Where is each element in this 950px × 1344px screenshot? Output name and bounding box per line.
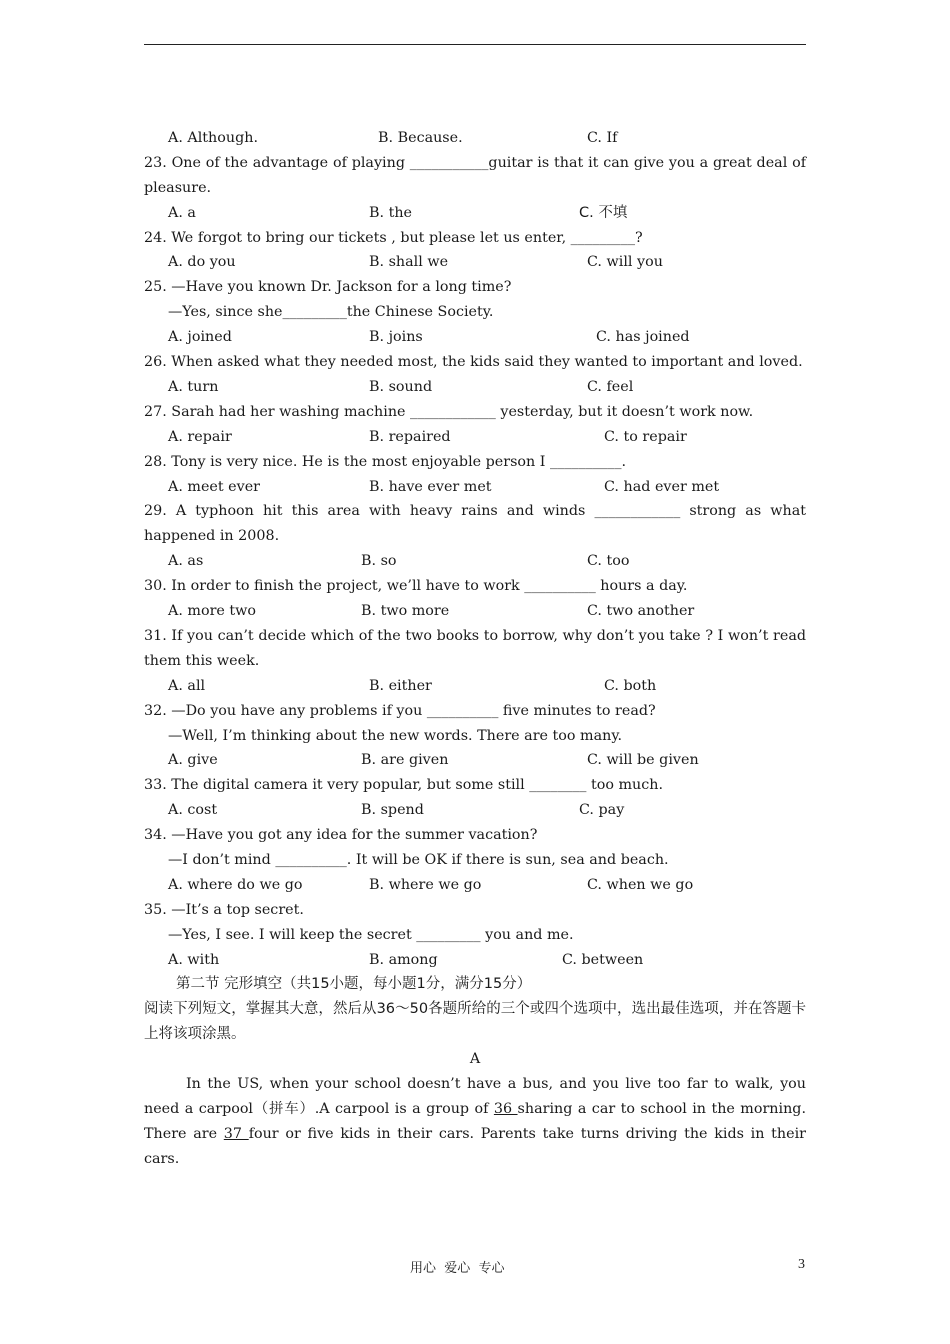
- q35-reply: —Yes, I see. I will keep the secret _________ you and me.: [168, 926, 574, 943]
- q29-options: [144, 549, 806, 574]
- q32-options: [144, 748, 806, 773]
- q35-option-a: A. with: [168, 951, 220, 968]
- passage-a-paragraph: [144, 1072, 806, 1172]
- q29-option-c: C. too: [587, 553, 630, 570]
- q35-option-b: B. among: [369, 951, 438, 968]
- q23-options: [144, 201, 806, 226]
- q35-options: [144, 948, 806, 973]
- q27-option-a: A. repair: [168, 428, 232, 445]
- passage-label: A: [469, 1051, 481, 1068]
- q31-option-a: A. all: [168, 677, 206, 694]
- q31-stem: 31. If you can’t decide which of the two books to borrow, why don’t you take ? I won’t read them this week.: [144, 627, 806, 669]
- q22-option-a: A. Although.: [168, 130, 258, 146]
- q32-option-a: A. give: [168, 752, 218, 769]
- q30-stem: 30. In order to finish the project, we’ll have to work __________ hours a day.: [144, 578, 688, 595]
- blank-37: 37: [223, 1125, 249, 1142]
- q25-option-b: B. joins: [369, 329, 423, 346]
- q28-option-b: B. have ever met: [369, 478, 492, 495]
- q32-option-c: C. will be given: [587, 752, 699, 769]
- q32-reply: —Well, I’m thinking about the new words. There are too many.: [168, 727, 623, 744]
- page-number: 3: [798, 1257, 805, 1272]
- q25-options: [144, 325, 806, 350]
- q32-stem: 32. —Do you have any problems if you __________ five minutes to read?: [144, 702, 656, 719]
- q24-option-a: A. do you: [168, 254, 236, 271]
- q30-option-a: A. more two: [168, 603, 257, 620]
- q31-options: [144, 674, 806, 699]
- q27-option-b: B. repaired: [369, 428, 451, 445]
- q24-options: [144, 250, 806, 275]
- q25-reply: —Yes, since she_________the Chinese Society.: [168, 304, 494, 321]
- q34-option-b: B. where we go: [369, 876, 482, 893]
- q26-option-a: A. turn: [168, 378, 219, 395]
- q33-option-b: B. spend: [361, 802, 424, 819]
- q24-option-c: C. will you: [587, 254, 663, 271]
- q32-option-b: B. are given: [361, 752, 449, 769]
- q25-stem: 25. —Have you known Dr. Jackson for a long time?: [144, 279, 512, 296]
- q34-stem: 34. —Have you got any idea for the summer vacation?: [144, 827, 538, 844]
- q33-options: [144, 798, 806, 823]
- q27-options: [144, 425, 806, 450]
- q34-reply: —I don’t mind __________. It will be OK if there is sun, sea and beach.: [168, 851, 669, 868]
- q30-options: [144, 599, 806, 624]
- q25-option-a: A. joined: [168, 329, 232, 346]
- q27-stem: 27. Sarah had her washing machine ____________ yesterday, but it doesn’t work now.: [144, 403, 754, 420]
- q28-option-c: C. had ever met: [604, 478, 720, 495]
- q34-options: [144, 873, 806, 898]
- q27-option-c: C. to repair: [604, 428, 687, 445]
- q33-option-c: C. pay: [579, 802, 625, 819]
- q35-stem: 35. —It’s a top secret.: [144, 901, 304, 918]
- q28-options: [144, 475, 806, 500]
- q23-stem: 23. One of the advantage of playing ___________guitar is that it can give you a great deal of pleasure.: [144, 154, 806, 196]
- q28-stem: 28. Tony is very nice. He is the most enjoyable person I __________.: [144, 453, 627, 470]
- section2-heading: 第二节 完形填空（共15小题，每小题1分，满分15分）: [176, 976, 532, 993]
- q29-option-a: A. as: [168, 553, 204, 570]
- passage-text-3: four or five kids in their cars. Parents take turns driving the kids in their cars.: [144, 1125, 806, 1167]
- footer-motto: 用心 爱心 专心: [410, 1261, 505, 1276]
- q22-option-b: B. Because.: [378, 130, 463, 146]
- q22-options: [144, 126, 806, 151]
- q24-option-b: B. shall we: [369, 254, 449, 271]
- exam-page: [144, 126, 806, 1172]
- passage-text-2: sharing a car to school in the morning. There are: [144, 1100, 806, 1142]
- q29-option-b: B. so: [361, 553, 397, 570]
- q26-option-c: C. feel: [587, 378, 634, 395]
- q26-option-b: B. sound: [369, 378, 433, 395]
- q24-stem: 24. We forgot to bring our tickets , but please let us enter, _________?: [144, 229, 643, 246]
- q34-option-a: A. where do we go: [168, 876, 303, 893]
- q23-option-c: C. 不填: [579, 204, 628, 221]
- q30-option-c: C. two another: [587, 603, 695, 620]
- q26-options: [144, 375, 806, 400]
- q25-option-c: C. has joined: [596, 329, 690, 346]
- q34-option-c: C. when we go: [587, 876, 694, 893]
- header-rule: [144, 44, 806, 45]
- q26-stem: 26. When asked what they needed most, the kids said they wanted to important and loved.: [144, 354, 803, 371]
- q23-option-a: A. a: [168, 204, 196, 221]
- q33-option-a: A. cost: [168, 802, 218, 819]
- passage-text-1: In the US, when your school doesn’t have a bus, and you live too far to walk, you need a carpool（拼车）.A carpool is a group of: [144, 1076, 806, 1117]
- q29-stem: 29. A typhoon hit this area with heavy rains and winds ____________ strong as what happened in 2008.: [144, 503, 806, 545]
- blank-36: 36: [493, 1100, 518, 1117]
- q23-option-b: B. the: [369, 204, 413, 221]
- q31-option-b: B. either: [369, 677, 432, 694]
- section2-instruction: 阅读下列短文，掌握其大意，然后从36～50各题所给的三个或四个选项中，选出最佳选项，并在答题卡上将该项涂黑。: [144, 1001, 806, 1043]
- q35-option-c: C. between: [562, 951, 644, 968]
- q33-stem: 33. The digital camera it very popular, but some still ________ too much.: [144, 777, 664, 794]
- q22-option-c: C. If: [587, 130, 618, 146]
- q31-option-c: C. both: [604, 677, 657, 694]
- q28-option-a: A. meet ever: [168, 478, 261, 495]
- q30-option-b: B. two more: [361, 603, 450, 620]
